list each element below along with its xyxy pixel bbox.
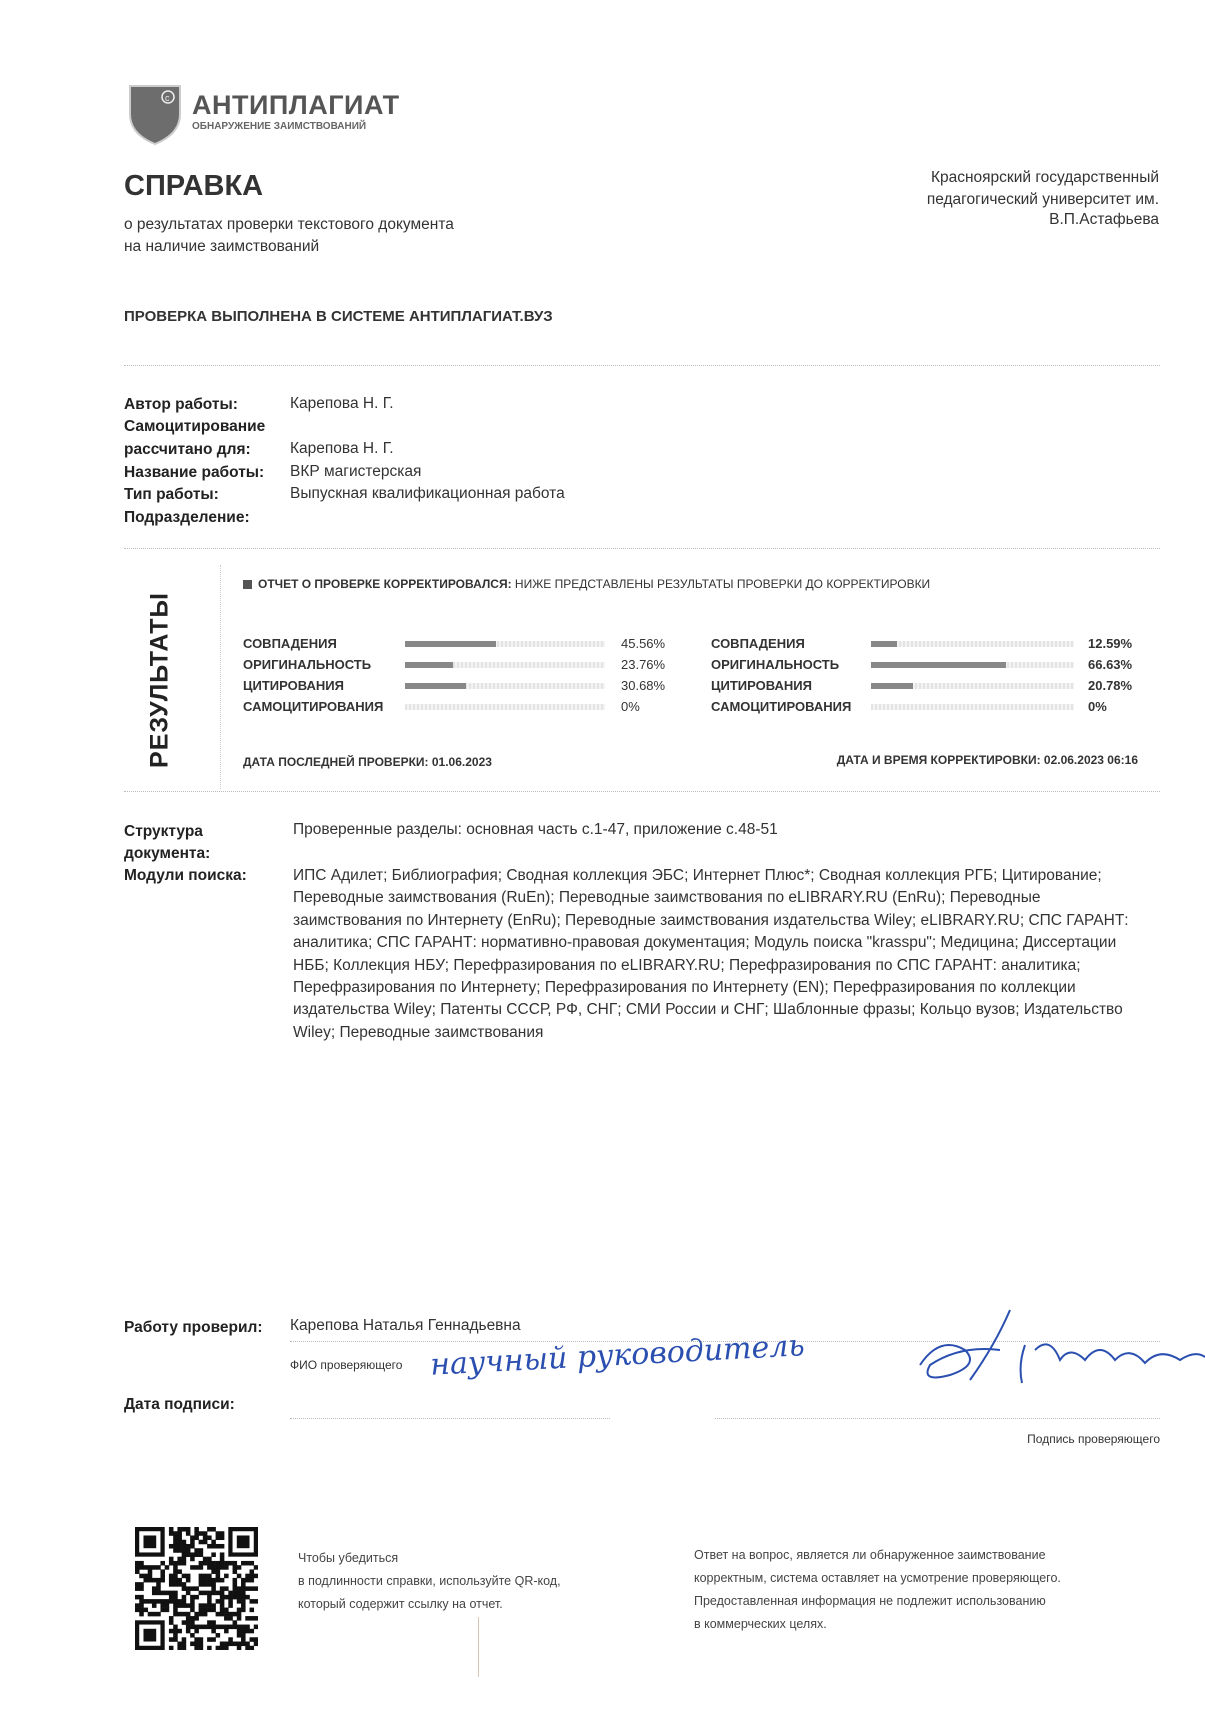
logo-name: АНТИПЛАГИАТ — [192, 90, 400, 120]
metric-value: 20.78% — [1088, 678, 1133, 693]
divider — [124, 365, 1160, 366]
signature-caption: Подпись проверяющего — [1027, 1432, 1160, 1446]
footer-right — [694, 1544, 1061, 1636]
type-value: Выпускная квалификационная работа — [290, 485, 565, 502]
divider — [290, 1418, 610, 1419]
metric-value: 66.63% — [1088, 657, 1133, 672]
structure-value: Проверенные разделы: основная часть с.1-47, приложение с.48-51 — [293, 821, 778, 838]
metric-value: 23.76% — [621, 657, 666, 672]
metric-bar — [871, 683, 1074, 689]
checked-by-value: Карепова Наталья Геннадьевна — [290, 1317, 521, 1334]
metric-bar — [405, 641, 605, 647]
footer-left — [298, 1547, 561, 1616]
type-label: Тип работы: — [124, 486, 219, 503]
svg-text:c: c — [165, 93, 170, 103]
selfcite-label: рассчитано для: — [124, 441, 251, 458]
selfcite-value: Карепова Н. Г. — [290, 440, 394, 457]
last-check-date: ДАТА ПОСЛЕДНЕЙ ПРОВЕРКИ: 01.06.2023 — [243, 755, 492, 769]
title-label: Название работы: — [124, 464, 265, 481]
handwritten-note: научный руководитель — [429, 1328, 806, 1383]
divider — [715, 1418, 1160, 1419]
page-title: СПРАВКА — [124, 170, 264, 202]
modules-value: ИПС Адилет; Библиография; Сводная коллекция ЭБС; Интернет Плюс*; Сводная коллекция РГБ; Цитирование; Переводные заимствования (RuEn); Переводные заимствования по eLIBRARY.RU (EnRu); Переводные заимствования по Интернету (EnRu); Переводные заимствования издательства Wiley; eLIBRARY.RU; СПС ГАРАНТ: аналитика; СПС ГАРАНТ: нормативно-правовая документация; Модуль поиска "krasspu"; Медицина; Диссертации НББ; Коллекция НБУ; Перефразирования по eLIBRARY.RU; Перефразирования по СПС ГАРАНТ: аналитика; Перефразирования по Интернету; Перефразирования по Интернету (EN); Перефразирования по коллекции издательства Wiley; Патенты СССР, РФ, СНГ; СМИ России и СНГ; Шаблонные фразы; Кольцо вузов; Издательство Wiley; Переводные заимствования — [293, 867, 1129, 1041]
metric-bar — [871, 704, 1074, 710]
footer-line: Ответ на вопрос, является ли обнаруженное заимствование — [694, 1548, 1046, 1562]
metric-label: ОРИГИНАЛЬНОСТЬ — [243, 657, 372, 672]
metric-label: САМОЦИТИРОВАНИЯ — [711, 699, 852, 714]
qr-code[interactable] — [135, 1527, 258, 1650]
author-value: Карепова Н. Г. — [290, 395, 394, 412]
metric-bar — [405, 683, 605, 689]
divider — [124, 548, 1160, 549]
footer-line: в подлинности справки, используйте QR-код, — [298, 1574, 561, 1588]
metric-bar — [871, 662, 1074, 668]
footer-line: в коммерческих целях. — [694, 1617, 827, 1631]
sign-date-label: Дата подписи: — [124, 1396, 235, 1413]
metric-value: 0% — [1088, 699, 1107, 714]
organization-line: педагогический университет им. — [926, 191, 1159, 208]
metric-label: САМОЦИТИРОВАНИЯ — [243, 699, 384, 714]
subtitle-line: о результатах проверки текстового документа — [124, 216, 454, 233]
shield-logo-icon — [126, 80, 184, 146]
checked-by-label: Работу проверил: — [124, 1319, 263, 1336]
metric-value: 30.68% — [621, 678, 666, 693]
correction-note: ОТЧЕТ О ПРОВЕРКЕ КОРРЕКТИРОВАЛСЯ: НИЖЕ ПРЕДСТАВЛЕНЫ РЕЗУЛЬТАТЫ ПРОВЕРКИ ДО КОРРЕКТИРОВКИ — [243, 577, 930, 591]
metric-label: ОРИГИНАЛЬНОСТЬ — [711, 657, 840, 672]
logo-tagline: ОБНАРУЖЕНИЕ ЗАИМСТВОВАНИЙ — [192, 121, 367, 132]
title-value: ВКР магистерская — [290, 463, 422, 480]
metric-bar — [405, 662, 605, 668]
divider — [478, 1617, 479, 1677]
structure-label: Структура — [124, 823, 203, 840]
metric-label: СОВПАДЕНИЯ — [711, 636, 805, 651]
subtitle-line: на наличие заимствований — [124, 238, 320, 255]
metric-bar — [871, 641, 1074, 647]
footer-line: который содержит ссылку на отчет. — [298, 1597, 503, 1611]
department-label: Подразделение: — [124, 509, 250, 526]
metric-bar-fill — [405, 641, 496, 647]
footer-line: Чтобы убедиться — [298, 1551, 399, 1565]
square-icon — [243, 580, 252, 589]
divider — [124, 791, 1160, 792]
metric-label: ЦИТИРОВАНИЯ — [711, 678, 812, 693]
modules-label: Модули поиска: — [124, 867, 247, 884]
metric-bar-fill — [405, 683, 466, 689]
metric-label: СОВПАДЕНИЯ — [243, 636, 337, 651]
organization-line: В.П.Астафьева — [1049, 211, 1159, 228]
metric-bar-fill — [871, 683, 913, 689]
metric-value: 0% — [621, 699, 640, 714]
metric-bar — [405, 704, 605, 710]
system-statement: ПРОВЕРКА ВЫПОЛНЕНА В СИСТЕМЕ АНТИПЛАГИАТ.ВУЗ — [124, 308, 553, 325]
correction-date: ДАТА И ВРЕМЯ КОРРЕКТИРОВКИ: 02.06.2023 06:16 — [836, 753, 1138, 767]
handwritten-signature — [900, 1305, 1205, 1395]
fio-caption: ФИО проверяющего — [290, 1358, 403, 1372]
organization-line: Красноярский государственный — [930, 169, 1159, 186]
metric-bar-fill — [871, 662, 1006, 668]
structure-label: документа: — [124, 845, 211, 862]
metric-value: 45.56% — [621, 636, 666, 651]
author-label: Автор работы: — [124, 396, 238, 413]
metric-bar-fill — [405, 662, 453, 668]
metric-bar-fill — [871, 641, 897, 647]
selfcite-label: Самоцитирование — [124, 418, 266, 435]
footer-line: Предоставленная информация не подлежит использованию — [694, 1594, 1046, 1608]
results-heading: РЕЗУЛЬТАТЫ — [145, 592, 174, 768]
metric-value: 12.59% — [1088, 636, 1133, 651]
metric-label: ЦИТИРОВАНИЯ — [243, 678, 344, 693]
footer-line: корректным, система оставляет на усмотрение проверяющего. — [694, 1571, 1061, 1585]
